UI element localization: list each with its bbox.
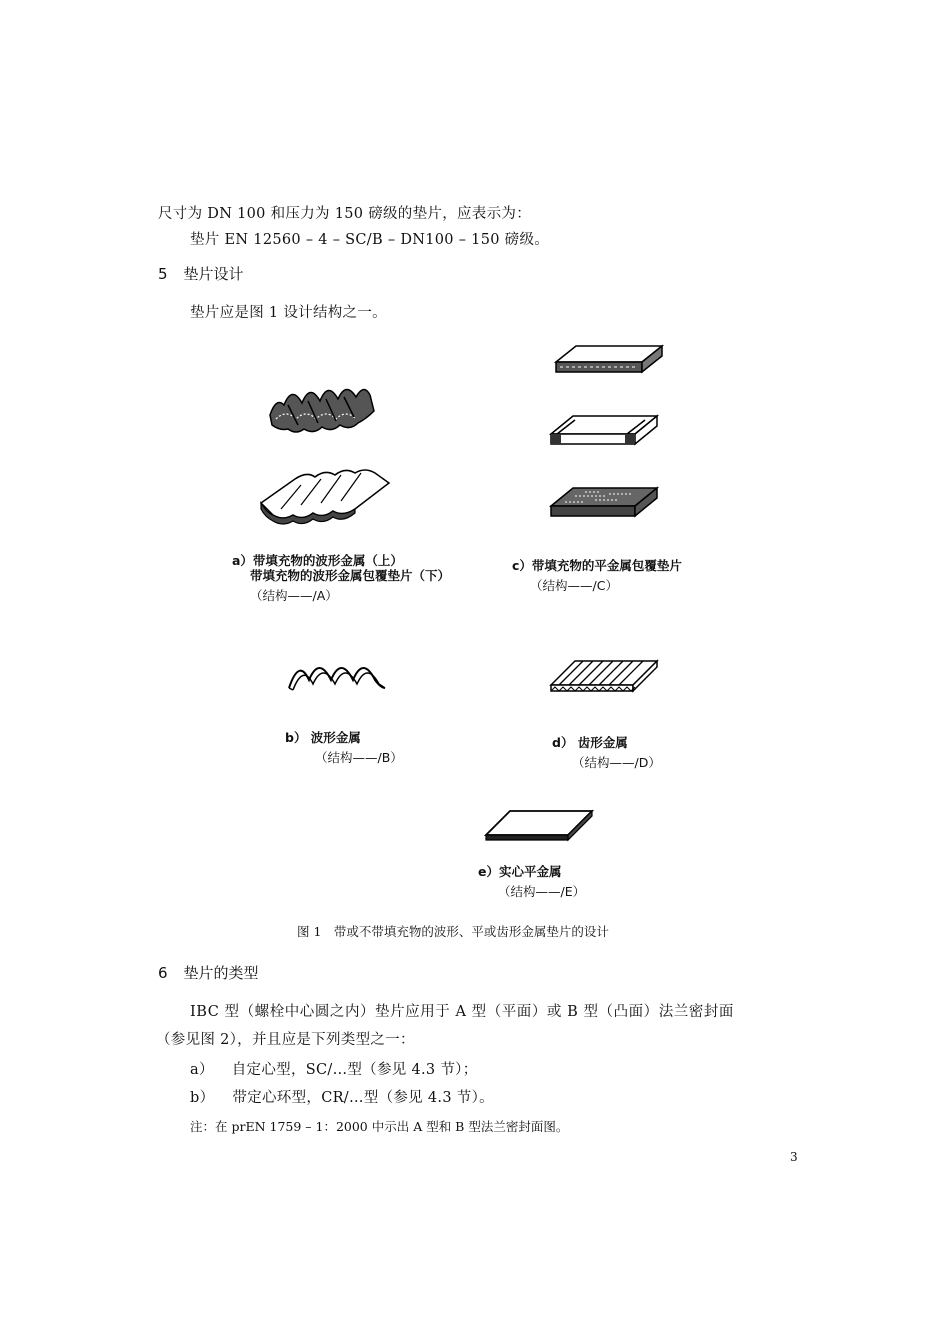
figure-a-structure-code: （结构——/A） [250,588,338,603]
flat-jacketed-gasket-illustration-1 [550,340,670,385]
corrugated-metal-illustration [285,652,390,697]
flat-jacketed-gasket-illustration-2 [545,408,665,458]
figure-a-label-line1: a）带填充物的波形金属（上） [232,553,403,568]
serrated-metal-illustration [545,655,665,700]
section-5-heading [158,263,244,284]
section-title: 垫片设计 [183,265,244,283]
figure-c-structure-code: （结构——/C） [530,578,618,593]
corrugated-metal-jacketed-gasket-illustration [255,463,395,528]
list-marker: a） [190,1062,214,1078]
list-item [190,1086,494,1107]
figure-b-label: b） 波形金属 [285,730,361,745]
paragraph-ibc-line1: IBC 型（螺栓中心圆之内）垫片应用于 A 型（平面）或 B 型（凸面）法兰密封面 [190,1004,734,1020]
section-title: 垫片的类型 [183,964,259,982]
figure-d-structure-code: （结构——/D） [572,755,661,770]
figure-e-structure-code: （结构——/E） [498,884,586,899]
figure-c-label: c）带填充物的平金属包覆垫片 [512,558,682,573]
solid-flat-metal-illustration [482,805,597,847]
figure-b-structure-code: （结构——/B） [315,750,403,765]
section-6-heading [158,962,259,983]
list-marker: b） [190,1090,215,1106]
paragraph-ibc-line2: （参见图 2），并且应是下列类型之一： [156,1032,415,1048]
figure-d-label: d） 齿形金属 [552,735,628,750]
figure-caption: 图 1 带或不带填充物的波形、平或齿形金属垫片的设计 [297,924,609,939]
paragraph-dn-example: 尺寸为 DN 100 和压力为 150 磅级的垫片，应表示为： [158,206,532,222]
corrugated-filled-gasket-illustration [262,375,382,435]
list-text: 带定心环型，CR/…型（参见 4.3 节）。 [232,1090,494,1106]
section-number: 6 [158,964,168,982]
flat-jacketed-filled-gasket-illustration [545,478,665,533]
note: 注：在 prEN 1759 – 1：2000 中示出 A 型和 B 型法兰密封面图。 [190,1119,569,1134]
section-number: 5 [158,265,168,283]
figure-a-label-line2: 带填充物的波形金属包覆垫片（下） [250,568,451,583]
paragraph-design: 垫片应是图 1 设计结构之一。 [190,305,387,321]
page-number: 3 [790,1150,798,1164]
list-item [190,1058,478,1079]
designation-example: 垫片 EN 12560 – 4 – SC/B – DN100 – 150 磅级。 [190,232,550,248]
list-text: 自定心型，SC/…型（参见 4.3 节）； [231,1062,478,1078]
figure-e-label: e）实心平金属 [478,864,562,879]
